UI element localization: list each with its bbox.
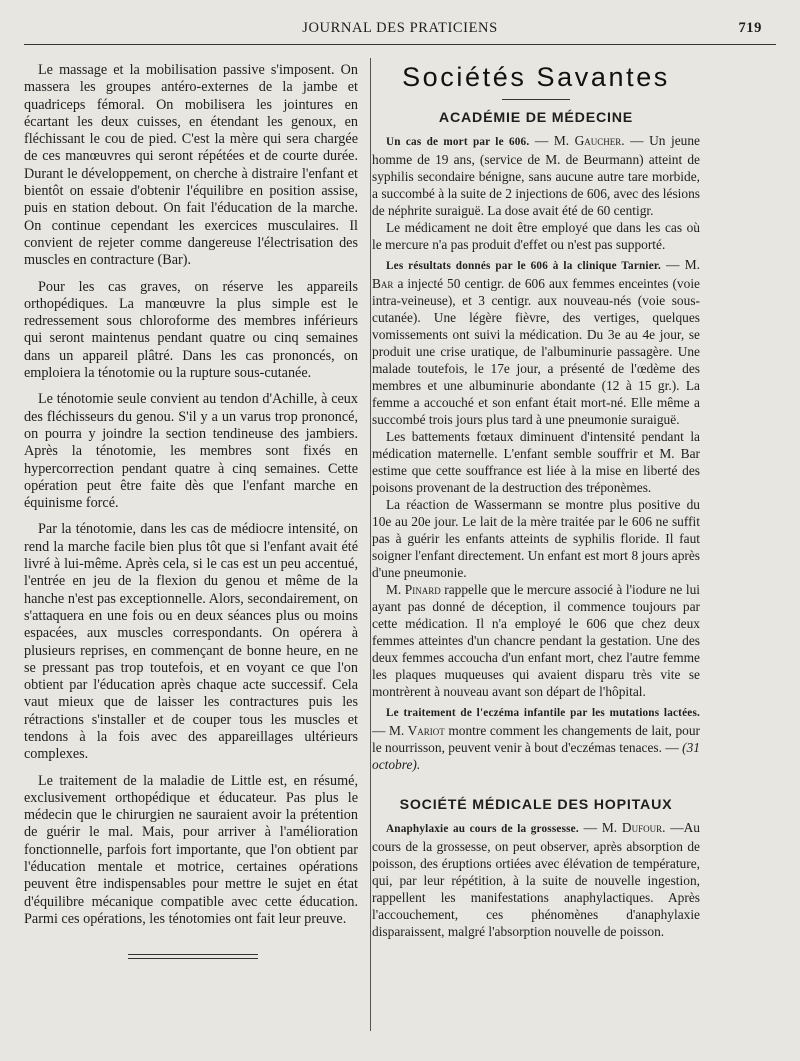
report-author: M. Pinard: [386, 582, 441, 597]
report-text: —Au cours de la grossesse, on peut observer, après absorption de poisson, des éruptions ortiées avec élévation de température, qui, par leur répétition, à la suite de nouvelle ingestion, rappellent les manifestations anaphylactiques. Après l'accouchement, ces phénomènes d'anaphylaxie disparaissent, malgré l'absorption nouvelle de poisson.: [372, 820, 700, 939]
page-header: [30, 18, 770, 40]
report-text: a injecté 50 centigr. de 606 aux femmes enceintes (voie intra-veineuse), et 3 centigr. aux nouveau-nés (voie sous-cutanée). Une légère fièvre, des vertiges, quelques vomissements ont suivi la médication. Du 3e au 4e jour, se produit une crise uratique, de l'albuminurie passagère. Une malade toutefois, le 17e jour, a présenté de l'œdème des membres et une albuminurie abondante (12 à 15 gr.). La femme a accouché et son enfant était mort-né. Elle même a succombé trois jours plus tard à une pneumonie suraiguë.: [372, 276, 700, 427]
section-heading: ACADÉMIE DE MÉDECINE: [438, 110, 634, 126]
report-author: M. Bar: [372, 257, 700, 291]
journal-title: JOURNAL DES PRATICIENS: [302, 20, 498, 36]
paragraph: Le ténotomie seule convient au tendon d'Achille, à ceux des fléchisseurs du genou. S'il y a un varus trop prononcé, on pourra y joindre la section tendineuse des jambiers. Après la ténotomie, les membres sont fixés en hypercorrection pendant quatre à cinq semaines. Cette opération peut être faite dès que l'enfant marche en équinisme forcé.: [24, 391, 358, 512]
paragraph: Par la ténotomie, dans les cas de médiocre intensité, on rend la marche facile bien plus tôt que si l'enfant avait été livré à lui-même. Après cela, si le cas est un peu accentué, l'entrée en jeu de la flexion du genou et même de la hanche n'est pas exceptionnelle. Alors, secondairement, on s'attaquera en une fois ou en deux séances plus ou moins espacées, aux muscles correspondants. On opérera à plusieurs reprises, en commençant de bonne heure, en ne se pressant pas trop toutefois, et en voyant ce que l'on obtient par l'éducation après chaque acte successif. Cela vaut mieux que de laisser les contractures puis les rétractions s'installer et de couper tous les muscles et tendons à la fois avec des appareillages ultérieurs complexes.: [24, 521, 358, 763]
left-column: [24, 62, 358, 962]
paragraph: La réaction de Wassermann se montre plus positive du 10e au 20e jour. Le lait de la mère traitée par le 606 ne suffit pas à guérir les enfants atteints de syphilis floride. Il faut soigner l'enfant directement. Un enfant est mort 8 jours après d'une pneumonie.: [372, 497, 700, 580]
report-item: Un cas de mort par le 606. — M. Gaucher. — Un jeune homme de 19 ans, (service de M. de Beurmann) atteint de syphilis secondaire bénigne, sans aucune autre tare morbide, a succombé à la suite de 2 injections de 606, avec des lésions de néphrite suraiguë. La dose avait été de 60 centigr.: [372, 133, 700, 218]
report-item: Anaphylaxie au cours de la grossesse. — M. Dufour. —Au cours de la grossesse, on peut observer, après absorption de poisson, des éruptions ortiées avec élévation de température, qui, par leur répétition, à la suite de nouvelle ingestion, rappellent les manifestations anaphylactiques. Après l'accouchement, ces phénomènes d'anaphylaxie disparaissent, malgré l'absorption nouvelle de poisson.: [372, 820, 700, 939]
report-text: montre comment les changements de lait, pour le nourrisson, peuvent venir à bout d'eczémas tenaces. —: [372, 723, 700, 755]
header-rule: [24, 44, 776, 45]
report-title: Le traitement de l'eczéma infantile par les mutations lactées.: [386, 707, 700, 719]
report-author: M. Variot: [388, 723, 445, 738]
page-number: 719: [738, 20, 762, 36]
report-item: Le traitement de l'eczéma infantile par les mutations lactées. — M. Variot montre comment les changements de lait, pour le nourrisson, peuvent venir à bout d'eczémas tenaces. — (31 octobre).: [372, 707, 700, 772]
report-author: M. Gaucher.: [553, 133, 625, 148]
banner-rule: [502, 99, 570, 100]
report-text: Un jeune homme de 19 ans, (service de M. de Beurmann) atteint de syphilis secondaire bénigne, sans aucune autre tare morbide, a succombé à la suite de 2 injections de 606, avec des lésions de néphrite suraiguë. La dose avait été de 60 centigr.: [372, 133, 700, 218]
section-heading: SOCIÉTÉ MÉDICALE DES HOPITAUX: [399, 797, 673, 813]
right-column: [372, 62, 700, 940]
section-banner: Sociétés Savantes: [402, 62, 670, 92]
report-item: [372, 581, 700, 700]
report-date: (31 octobre).: [372, 740, 700, 772]
paragraph: Le traitement de la maladie de Little est, en résumé, exclusivement orthopédique et éducateur. Pas plus le médecin que le chirurgien ne sauraient avoir la prétention de guérir le mal. Mais, pour arriver à l'amélioration fonctionnelle, parfois fort importante, que l'on obtient par l'éducation mentale et motrice, certaines opérations peuvent être indispensables pour mettre le sujet en état d'équilibre mécanique compatible avec cette éducation. Parmi ces opérations, les ténotomies ont fait leur preuve.: [24, 772, 358, 927]
paragraph: Le médicament ne doit être employé que dans les cas où le mercure n'a pas produit d'effet ou n'est pas supporté.: [372, 220, 700, 252]
report-title: Les résultats donnés par le 606 à la clinique Tarnier.: [386, 260, 662, 272]
end-of-article-rule: [128, 954, 258, 959]
paragraph: Pour les cas graves, on réserve les appareils orthopédiques. La manœuvre la plus simple est le redressement sous chloroforme des membres inférieurs qui seront maintenus pendant quatre ou cinq semaines dans un appareil plâtré. Dans les cas prononcés, on emploiera la ténotomie ou la rupture sous-cutanée.: [24, 278, 358, 382]
report-title: Anaphylaxie au cours de la grossesse.: [386, 823, 579, 835]
report-title: Un cas de mort par le 606.: [386, 136, 530, 148]
column-divider: [370, 58, 371, 1031]
report-text: rappelle que le mercure associé à l'iodure ne lui ayant pas donné de déception, il commence toujours par cette médication. Il n'a employé le 606 que chez deux femmes atteintes d'un chancre pendant la gestation. Une des deux femmes accoucha d'un enfant mort, chez l'autre femme les plaques muqueuses qui avaient disparu très vite se montrèrent à nouveau avant son départ de l'hôpital.: [372, 582, 700, 699]
report-author: M. Dufour.: [601, 820, 666, 835]
report-item: Les résultats donnés par le 606 à la clinique Tarnier. — M. Bar a injecté 50 centigr. de 606 aux femmes enceintes (voie intra-veineuse), et 3 centigr. aux nouveau-nés (voie sous-cutanée). Une légère fièvre, des vertiges, quelques vomissements ont suivi la médication. Du 3e au 4e jour, se produit une crise uratique, de l'albuminurie passagère. Une malade toutefois, le 17e jour, a présenté de l'œdème des membres et une albuminurie abondante (12 à 15 gr.). La femme a accouché et son enfant était mort-né. Elle même a succombé trois jours plus tard à une pneumonie suraiguë.: [372, 257, 700, 427]
paragraph: Le massage et la mobilisation passive s'imposent. On massera les groupes antéro-externes de la jambe et quadriceps fémoral. On mobilisera les jointures en écartant les deux cuisses, en étendant les genoux, en fléchissant le cou de pied. C'est la mère qui sera chargée de ces manœuvres qui seront répétées et de courte durée. Durant le développement, on cherche à distraire l'enfant et bientôt on essaie d'obtenir l'équilibre en position assise, puis en station debout. On fait l'éducation de la marche. On continue cependant les exercices musculaires. Il convient de rejeter comme dangereuse l'électrisation des muscles en contracture (Bar).: [24, 62, 358, 269]
paragraph: Les battements fœtaux diminuent d'intensité pendant la médication maternelle. L'enfant semble souffrir et M. Bar estime que cette souffrance est liée à la mise en liberté des poisons provenant de la destruction des tréponèmes.: [372, 429, 700, 495]
